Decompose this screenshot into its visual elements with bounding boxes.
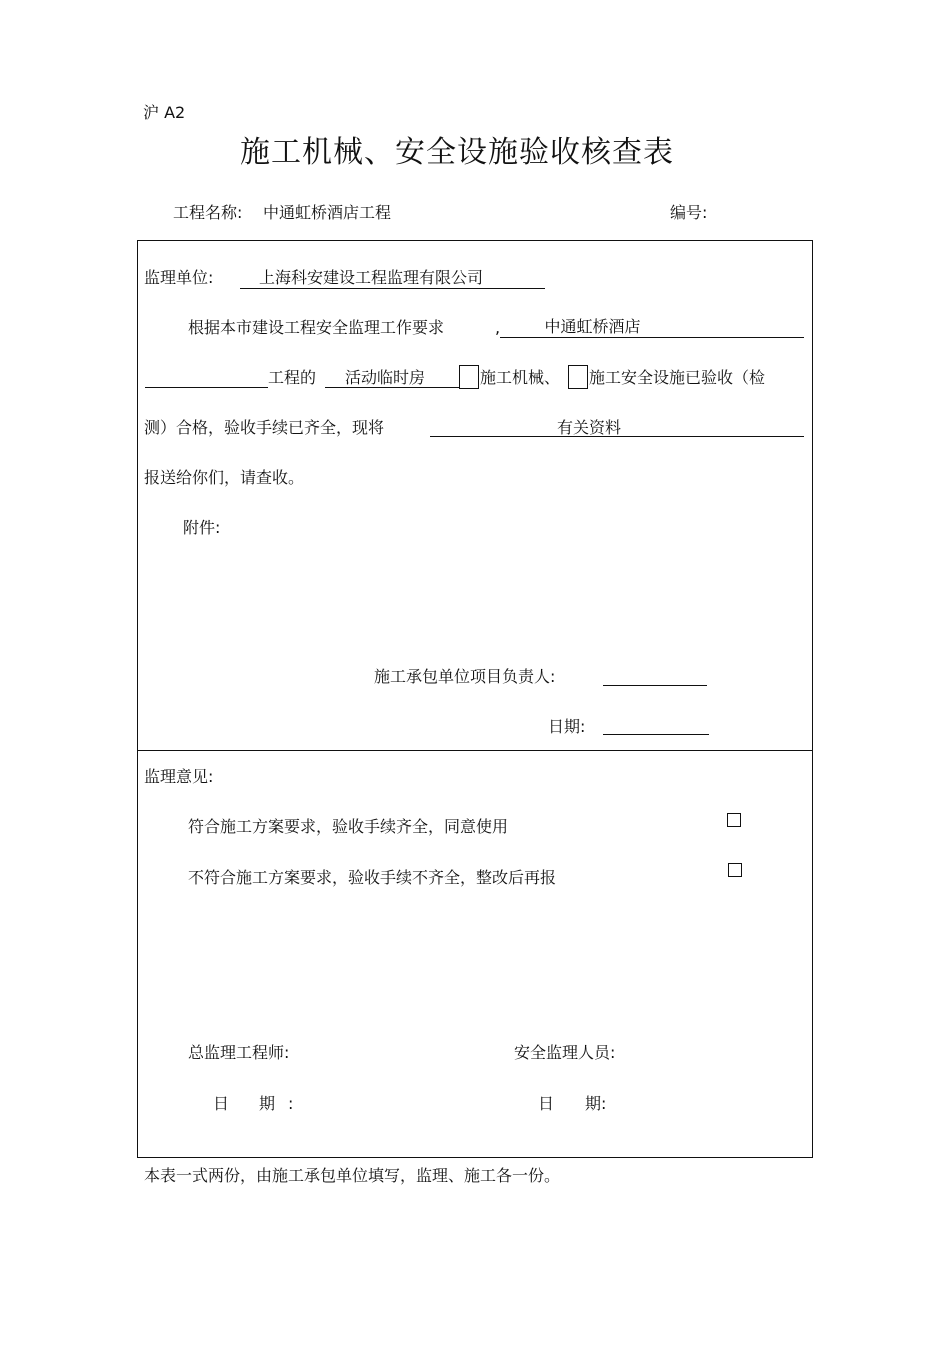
opinion-label: 监理意见:	[144, 767, 214, 786]
project-name-label: 工程名称:	[173, 203, 243, 222]
opinion-agree-checkbox[interactable]	[727, 813, 741, 827]
machinery-checkbox[interactable]	[459, 365, 479, 389]
safety-date-char-1: 日	[538, 1094, 555, 1113]
project-fill-underline	[500, 337, 804, 338]
safety-date-char-2: 期:	[585, 1094, 607, 1113]
safety-staff-label: 安全监理人员:	[514, 1043, 616, 1062]
supervisor-unit-label: 监理单位:	[144, 268, 214, 287]
opinion-reject-checkbox[interactable]	[728, 863, 742, 877]
materials-fill-value: 有关资料	[557, 418, 622, 437]
footer-note: 本表一式两份，由施工承包单位填写，监理、施工各一份。	[144, 1166, 561, 1185]
page-title: 施工机械、安全设施验收核查表	[240, 135, 674, 170]
materials-fill-underline	[430, 436, 804, 437]
requirement-comma: ,	[495, 318, 501, 337]
project-name-value: 中通虹桥酒店工程	[263, 203, 392, 222]
qualification-text: 测）合格，验收手续已齐全，现将	[144, 418, 385, 437]
section-divider	[137, 750, 813, 751]
chief-date-char-2: 期	[259, 1094, 276, 1113]
submit-text: 报送给你们，请查收。	[144, 468, 305, 487]
project-fill-value: 中通虹桥酒店	[544, 317, 641, 336]
contractor-date-line[interactable]	[603, 734, 709, 735]
contractor-manager-signature-line[interactable]	[603, 685, 707, 686]
form-code: 沪 A2	[143, 103, 186, 122]
option-machinery: 施工机械、	[480, 368, 561, 387]
chief-date-char-1: 日	[213, 1094, 230, 1113]
form-number-label: 编号:	[670, 203, 708, 222]
facility-fill-value: 活动临时房	[345, 368, 426, 387]
attachment-label: 附件:	[183, 518, 221, 537]
opinion-reject-text: 不符合施工方案要求，验收手续不齐全，整改后再报	[188, 868, 557, 887]
option-safety-facility: 施工安全设施已验收（检	[589, 368, 766, 387]
project-fill-continued-underline	[145, 387, 268, 388]
opinion-agree-text: 符合施工方案要求，验收手续齐全，同意使用	[188, 817, 509, 836]
supervisor-unit-value: 上海科安建设工程监理有限公司	[259, 268, 484, 287]
chief-engineer-label: 总监理工程师:	[188, 1043, 290, 1062]
safety-facility-checkbox[interactable]	[568, 365, 588, 389]
supervisor-unit-underline	[240, 288, 545, 289]
chief-date-colon: :	[288, 1094, 294, 1113]
contractor-manager-label: 施工承包单位项目负责人:	[374, 667, 556, 686]
facility-fill-underline	[325, 387, 460, 388]
requirement-text: 根据本市建设工程安全监理工作要求	[188, 318, 445, 337]
project-of-text: 工程的	[268, 368, 317, 387]
contractor-date-label: 日期:	[548, 717, 586, 736]
